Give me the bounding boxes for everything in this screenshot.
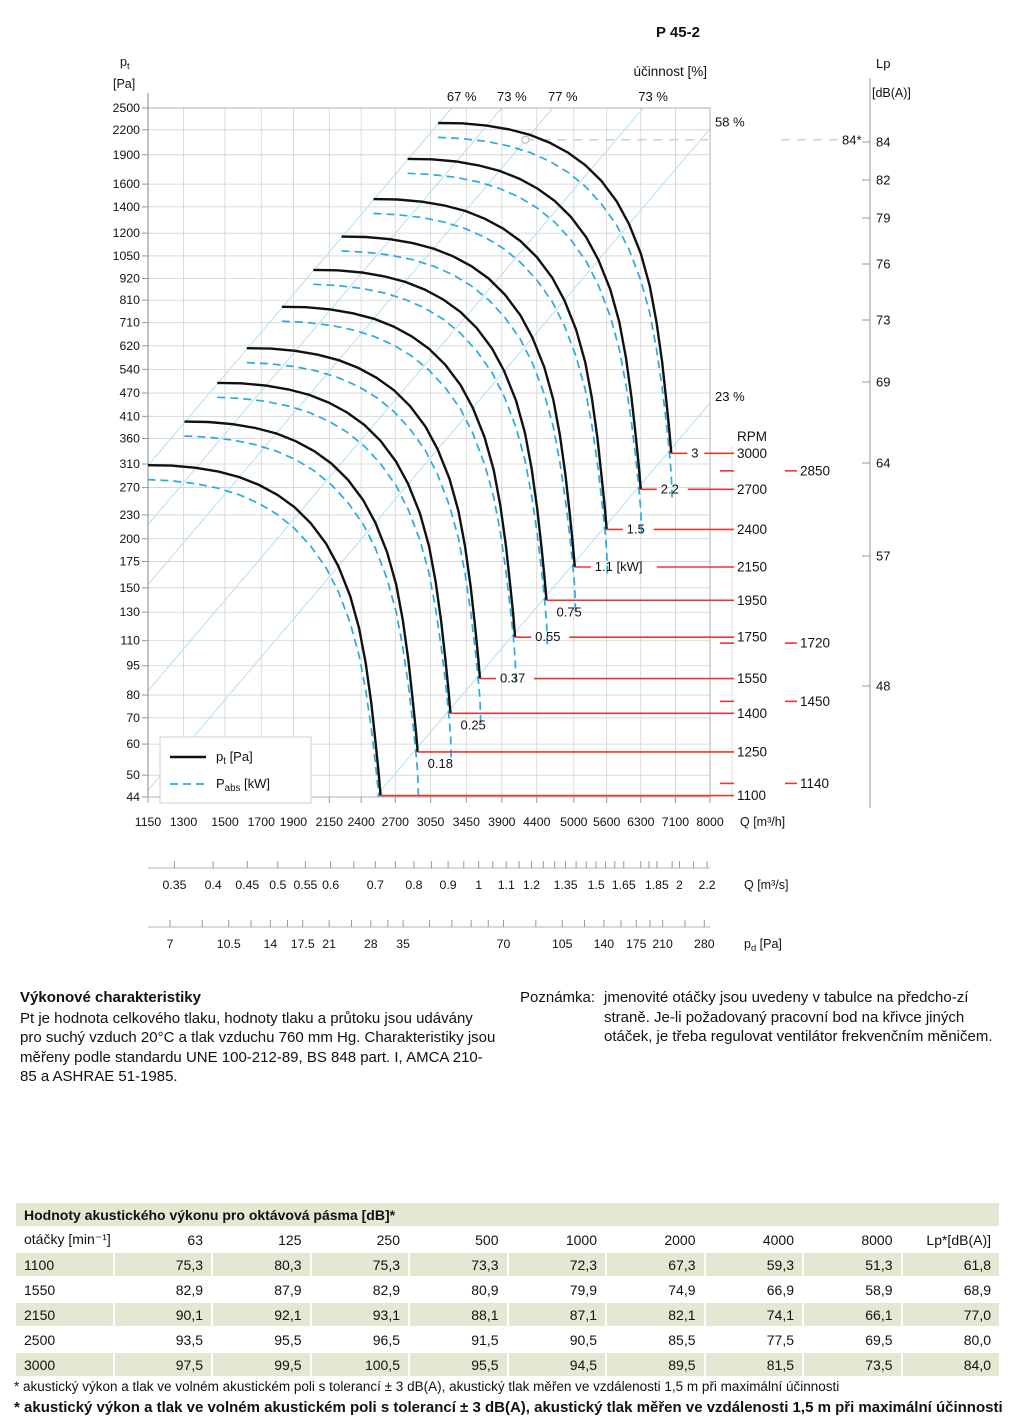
- svg-text:1900: 1900: [279, 815, 308, 829]
- svg-text:270: 270: [119, 480, 140, 495]
- svg-text:57: 57: [876, 548, 891, 564]
- svg-text:0.18: 0.18: [427, 755, 453, 771]
- column-header: otáčky [min⁻¹]: [16, 1228, 113, 1251]
- svg-text:0.75: 0.75: [556, 604, 582, 620]
- max-lp-dashed-line: [522, 132, 862, 147]
- acoustic-table-header-row: [16, 1228, 999, 1251]
- pt-curve-1550: [247, 348, 480, 678]
- svg-text:140: 140: [593, 937, 615, 951]
- svg-text:2700: 2700: [737, 481, 768, 497]
- svg-text:70: 70: [496, 937, 511, 951]
- y-axis-labels: [113, 101, 141, 804]
- svg-text:1.1 [kW]: 1.1 [kW]: [594, 558, 643, 574]
- x-axis-pd: [148, 920, 782, 953]
- pt-curve-1400: [217, 383, 450, 713]
- svg-text:účinnost [%]: účinnost [%]: [633, 64, 707, 79]
- svg-text:0.6: 0.6: [322, 878, 340, 892]
- svg-text:82: 82: [876, 172, 891, 188]
- svg-text:84: 84: [876, 134, 891, 150]
- column-header: 125: [213, 1228, 310, 1251]
- svg-text:84*: 84*: [842, 132, 862, 148]
- svg-text:80: 80: [126, 688, 140, 703]
- svg-text:810: 810: [119, 293, 140, 308]
- chart-legend: [160, 737, 311, 803]
- pabs-curve-2150: [342, 251, 576, 611]
- column-header: 250: [312, 1228, 409, 1251]
- svg-text:175: 175: [119, 554, 140, 569]
- svg-text:5000: 5000: [560, 815, 588, 829]
- remark-note: [520, 988, 1000, 1047]
- svg-text:360: 360: [119, 431, 140, 446]
- svg-text:69: 69: [876, 374, 891, 390]
- svg-text:1400: 1400: [112, 199, 140, 214]
- performance-notes-heading: Výkonové charakteristiky: [20, 989, 201, 1006]
- lp-axis: [862, 56, 911, 808]
- column-header: 1000: [509, 1228, 606, 1251]
- svg-text:pt [Pa]: $p_t$ [Pa]: [216, 749, 253, 767]
- svg-text:58 %: 58 %: [715, 114, 745, 130]
- svg-text:pt: $p_t$: [120, 55, 130, 71]
- svg-text:64: 64: [876, 455, 891, 471]
- svg-text:280: 280: [694, 937, 715, 951]
- svg-text:73 %: 73 %: [638, 89, 668, 104]
- column-header: Lp*[dB(A)]: [903, 1228, 1000, 1251]
- svg-text:0.55: 0.55: [535, 629, 561, 645]
- svg-text:73 %: 73 %: [497, 89, 527, 104]
- svg-text:1.65: 1.65: [611, 878, 636, 892]
- grid: [142, 108, 710, 803]
- svg-text:620: 620: [119, 338, 140, 353]
- acoustic-table-title: Hodnoty akustického výkonu pro oktávová pásma [dB]*: [16, 1203, 999, 1226]
- svg-text:4400: 4400: [523, 815, 551, 829]
- rpm-lines: [381, 429, 830, 803]
- column-header: 2000: [607, 1228, 704, 1251]
- svg-text:1600: 1600: [112, 177, 140, 192]
- svg-text:2500: 2500: [112, 101, 140, 115]
- svg-text:0.4: 0.4: [204, 878, 222, 892]
- svg-text:pd [Pa]: $p_d$ [Pa]: [744, 937, 782, 953]
- svg-text:1750: 1750: [737, 629, 768, 645]
- table-row: 1100 75,3 80,3 75,3 73,3 72,3 67,3 59,3 51,3 61,8: [16, 1253, 999, 1276]
- svg-text:Q [m³/s]: Q [m³/s]: [744, 878, 789, 892]
- svg-text:1300: 1300: [169, 815, 198, 829]
- svg-text:1.85: 1.85: [644, 878, 669, 892]
- column-header: 4000: [706, 1228, 803, 1251]
- table-row: 2150 90,1 92,1 93,1 88,1 87,1 82,1 74,1 66,1 77,0: [16, 1303, 999, 1326]
- svg-text:310: 310: [119, 457, 140, 472]
- svg-text:1050: 1050: [112, 248, 140, 263]
- svg-text:2: 2: [676, 878, 683, 892]
- svg-text:175: 175: [625, 937, 647, 951]
- svg-text:410: 410: [119, 409, 140, 424]
- svg-text:2700: 2700: [381, 815, 409, 829]
- svg-text:17.5: 17.5: [290, 937, 315, 951]
- pabs-curve-1400: [217, 397, 451, 757]
- svg-text:[dB(A)]: [dB(A)]: [872, 86, 911, 100]
- svg-text:3000: 3000: [737, 445, 768, 461]
- svg-text:0.37: 0.37: [499, 670, 526, 686]
- svg-text:0.8: 0.8: [405, 878, 423, 892]
- acoustic-power-table: [14, 1201, 1001, 1378]
- svg-text:1450: 1450: [800, 693, 831, 709]
- svg-text:1.2: 1.2: [522, 878, 541, 892]
- svg-text:Pabs [kW]: $P_{abs}$ [kW]: [216, 776, 271, 794]
- remark-label: Poznámka:: [520, 989, 596, 1006]
- svg-text:35: 35: [396, 937, 410, 951]
- svg-text:1.5: 1.5: [626, 521, 645, 537]
- svg-text:0.25: 0.25: [460, 717, 486, 733]
- svg-text:7100: 7100: [661, 815, 690, 829]
- svg-text:0.7: 0.7: [366, 878, 384, 892]
- svg-text:44: 44: [126, 790, 140, 804]
- svg-text:0.5: 0.5: [269, 878, 287, 892]
- svg-text:1.5: 1.5: [587, 878, 605, 892]
- svg-text:710: 710: [119, 315, 140, 330]
- svg-text:2.2: 2.2: [660, 481, 679, 497]
- svg-text:6300: 6300: [627, 815, 655, 829]
- svg-text:1500: 1500: [211, 815, 239, 829]
- svg-text:3: 3: [691, 445, 699, 461]
- svg-text:1250: 1250: [737, 744, 768, 760]
- column-header: 63: [115, 1228, 212, 1251]
- table-row: 3000 97,5 99,5 100,5 95,5 94,5 89,5 81,5 73,5 84,0: [16, 1353, 999, 1376]
- svg-text:1.1: 1.1: [497, 878, 515, 892]
- svg-text:1720: 1720: [800, 635, 831, 651]
- svg-text:1900: 1900: [112, 147, 140, 162]
- fan-curves: [147, 123, 672, 840]
- svg-text:230: 230: [119, 507, 140, 522]
- table-row: 1550 82,9 87,9 82,9 80,9 79,9 74,9 66,9 58,9 68,9: [24, 1281, 991, 1298]
- svg-text:0.45: 0.45: [235, 878, 260, 892]
- svg-text:1950: 1950: [737, 592, 768, 608]
- svg-text:70: 70: [126, 710, 140, 725]
- table-row: 2500 93,5 95,5 96,5 91,5 90,5 85,5 77,5 69,5 80,0: [24, 1331, 991, 1348]
- svg-text:3450: 3450: [452, 815, 480, 829]
- svg-text:2.2: 2.2: [698, 878, 716, 892]
- pt-curve-2150: [342, 237, 575, 567]
- svg-text:1150: 1150: [134, 815, 162, 829]
- svg-text:2850: 2850: [800, 463, 831, 479]
- efficiency-labels: [447, 64, 745, 404]
- performance-notes: [20, 988, 498, 1087]
- svg-text:0.9: 0.9: [439, 878, 457, 892]
- svg-text:[Pa]: [Pa]: [113, 77, 136, 91]
- svg-text:2400: 2400: [347, 815, 375, 829]
- svg-text:470: 470: [119, 386, 140, 401]
- svg-text:200: 200: [119, 531, 140, 546]
- column-header: 8000: [804, 1228, 901, 1251]
- svg-text:150: 150: [119, 580, 140, 595]
- svg-text:Q [m³/h]: Q [m³/h]: [740, 815, 786, 829]
- svg-text:21: 21: [322, 937, 336, 951]
- svg-text:79: 79: [876, 210, 891, 226]
- svg-text:50: 50: [126, 768, 140, 783]
- x-axis-m3h: [135, 815, 785, 829]
- svg-text:1400: 1400: [737, 705, 768, 721]
- svg-text:8000: 8000: [696, 815, 724, 829]
- svg-text:0.55: 0.55: [293, 878, 318, 892]
- svg-text:RPM: RPM: [737, 429, 767, 444]
- svg-text:1700: 1700: [247, 815, 275, 829]
- svg-text:130: 130: [119, 605, 140, 620]
- svg-text:2150: 2150: [315, 815, 343, 829]
- svg-text:14: 14: [263, 937, 278, 951]
- acoustic-table-body: [16, 1253, 999, 1376]
- svg-text:3900: 3900: [488, 815, 516, 829]
- svg-text:540: 540: [119, 362, 140, 377]
- svg-text:28: 28: [363, 937, 378, 951]
- svg-text:105: 105: [551, 937, 573, 951]
- svg-text:77 %: 77 %: [547, 89, 578, 104]
- svg-text:1.35: 1.35: [553, 878, 578, 892]
- svg-text:5600: 5600: [592, 815, 621, 829]
- svg-text:60: 60: [126, 737, 140, 752]
- table-footnote: * akustický výkon a tlak ve volném akustickém poli s tolerancí ± 3 dB(A), akustický tlak měřen ve vzdálenosti 1,5 m při maximální účinnosti: [14, 1379, 840, 1394]
- svg-text:1550: 1550: [737, 671, 768, 687]
- svg-text:73: 73: [876, 312, 891, 328]
- svg-text:48: 48: [876, 678, 891, 694]
- svg-text:920: 920: [119, 271, 140, 286]
- column-header: 500: [410, 1228, 507, 1251]
- svg-text:1100: 1100: [737, 788, 767, 804]
- svg-text:10.5: 10.5: [216, 937, 241, 951]
- svg-text:2150: 2150: [737, 559, 768, 575]
- svg-text:67 %: 67 %: [446, 89, 477, 104]
- x-axis-m3s: [148, 861, 788, 892]
- pt-curve-2400: [374, 199, 607, 529]
- svg-text:95: 95: [126, 658, 140, 673]
- efficiency-lines: [148, 108, 710, 797]
- svg-text:1: 1: [475, 878, 483, 892]
- svg-text:2200: 2200: [112, 122, 140, 137]
- svg-text:0.35: 0.35: [162, 878, 187, 892]
- svg-text:210: 210: [652, 937, 673, 951]
- svg-text:Lp: Lp: [876, 56, 891, 71]
- performance-notes-body: Pt je hodnota celkového tlaku, hodnoty tlaku a průtoku jsou udávány pro suchý vzduch 20°C a tlak vzduchu 760 mm Hg. Charakteristiky jsou měřeny podle standardu UNE 100-212-89, BS 848 part. I, AMCA 210-85 a ASHRAE 51-1985.: [20, 1009, 496, 1085]
- remark-body: jmenovité otáčky jsou uvedeny v tabulce na předcho-zí straně. Je-li požadovaný pracovní bod na křivce jiných otáček, je třeba regulovat ventilátor frekvenčním měničem.: [604, 989, 993, 1045]
- svg-text:1200: 1200: [112, 226, 140, 241]
- svg-text:76: 76: [876, 256, 891, 272]
- svg-text:23 %: 23 %: [715, 389, 745, 405]
- clipped-text-line: * akustický výkon a tlak ve volném akustickém poli s tolerancí ± 3 dB(A), akustický tlak měřen ve vzdálenosti 1,5 m při maximální účinnosti: [14, 1399, 1003, 1416]
- svg-text:110: 110: [120, 633, 140, 648]
- svg-text:P 45-2: P 45-2: [656, 24, 700, 41]
- svg-text:2400: 2400: [737, 521, 768, 537]
- svg-text:7: 7: [166, 937, 174, 951]
- svg-text:3050: 3050: [416, 815, 445, 829]
- svg-text:1140: 1140: [800, 775, 830, 791]
